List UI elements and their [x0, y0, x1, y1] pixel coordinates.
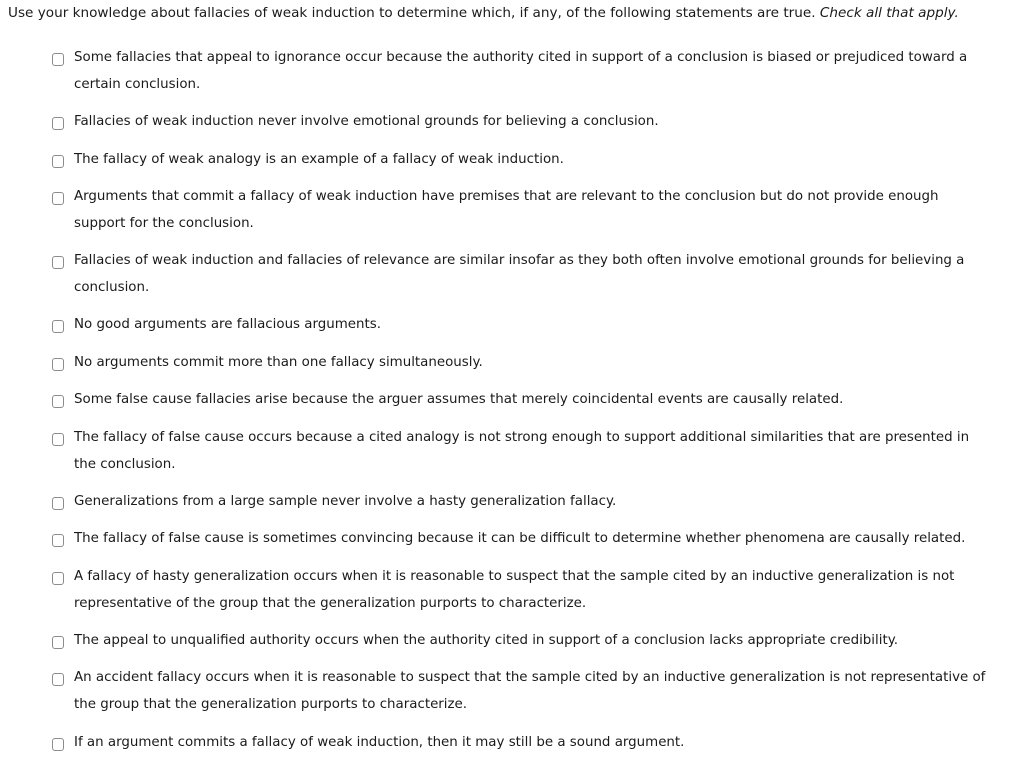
checkbox-1[interactable]	[52, 53, 64, 66]
option-7-label[interactable]: No arguments commit more than one fallacy simultaneously.	[74, 355, 483, 370]
option-14-label[interactable]: An accident fallacy occurs when it is reasonable to suspect that the sample cited by an inductive generalization is not representative of the group that the generalization purports to characterize.	[74, 670, 986, 712]
option-13-label[interactable]: The appeal to unqualified authority occurs when the authority cited in support of a conclusion lacks appropriate credibility.	[74, 633, 898, 648]
option-12-label[interactable]: A fallacy of hasty generalization occurs when it is reasonable to suspect that the sample cited by an inductive generalization is not representative of the group that the generalization purports to characterize.	[74, 569, 955, 611]
question-text: Use your knowledge about fallacies of weak induction to determine which, if any, of the following statements are true.	[8, 5, 816, 21]
option-12[interactable]	[52, 569, 997, 617]
option-11[interactable]	[52, 531, 997, 553]
option-14[interactable]	[52, 670, 997, 718]
option-2-label[interactable]: Fallacies of weak induction never involve emotional grounds for believing a conclusion.	[74, 114, 659, 129]
checkbox-14[interactable]	[52, 673, 64, 686]
checkbox-12[interactable]	[52, 572, 64, 585]
checkbox-6[interactable]	[52, 320, 64, 333]
checkbox-15[interactable]	[52, 738, 64, 751]
option-11-label[interactable]: The fallacy of false cause is sometimes convincing because it can be difficult to determine whether phenomena are causally related.	[74, 531, 966, 546]
option-3-label[interactable]: The fallacy of weak analogy is an example of a fallacy of weak induction.	[74, 152, 564, 167]
option-4-label[interactable]: Arguments that commit a fallacy of weak induction have premises that are relevant to the conclusion but do not provide enough support for the conclusion.	[74, 189, 939, 231]
checkbox-8[interactable]	[52, 395, 64, 408]
option-6[interactable]	[52, 317, 997, 339]
option-4[interactable]	[52, 189, 997, 237]
option-3[interactable]	[52, 152, 997, 174]
checkbox-3[interactable]	[52, 155, 64, 168]
option-15-label[interactable]: If an argument commits a fallacy of weak induction, then it may still be a sound argument.	[74, 735, 685, 750]
option-10-label[interactable]: Generalizations from a large sample never involve a hasty generalization fallacy.	[74, 494, 617, 509]
checkbox-7[interactable]	[52, 358, 64, 371]
option-6-label[interactable]: No good arguments are fallacious arguments.	[74, 317, 382, 332]
checkbox-13[interactable]	[52, 636, 64, 649]
checkbox-11[interactable]	[52, 534, 64, 547]
option-1[interactable]	[52, 50, 997, 98]
option-8-label[interactable]: Some false cause fallacies arise because the arguer assumes that merely coincidental events are causally related.	[74, 392, 844, 407]
checkbox-5[interactable]	[52, 256, 64, 269]
option-15[interactable]	[52, 735, 997, 757]
question-instruction: Check all that apply.	[819, 5, 959, 21]
option-2[interactable]	[52, 114, 997, 136]
question-prompt	[8, 4, 1018, 22]
option-5-label[interactable]: Fallacies of weak induction and fallacies of relevance are similar insofar as they both often involve emotional grounds for believing a conclusion.	[74, 253, 965, 295]
option-10[interactable]	[52, 494, 997, 516]
option-13[interactable]	[52, 633, 997, 655]
checkbox-10[interactable]	[52, 497, 64, 510]
checkbox-2[interactable]	[52, 117, 64, 130]
option-7[interactable]	[52, 355, 997, 377]
option-9[interactable]	[52, 430, 997, 478]
option-1-label[interactable]: Some fallacies that appeal to ignorance occur because the authority cited in support of a conclusion is biased or prejudiced toward a certain conclusion.	[74, 50, 968, 92]
checkbox-4[interactable]	[52, 192, 64, 205]
option-5[interactable]	[52, 253, 997, 301]
option-9-label[interactable]: The fallacy of false cause occurs because a cited analogy is not strong enough to support additional similarities that are presented in the conclusion.	[74, 430, 970, 472]
option-8[interactable]	[52, 392, 997, 414]
checkbox-9[interactable]	[52, 433, 64, 446]
